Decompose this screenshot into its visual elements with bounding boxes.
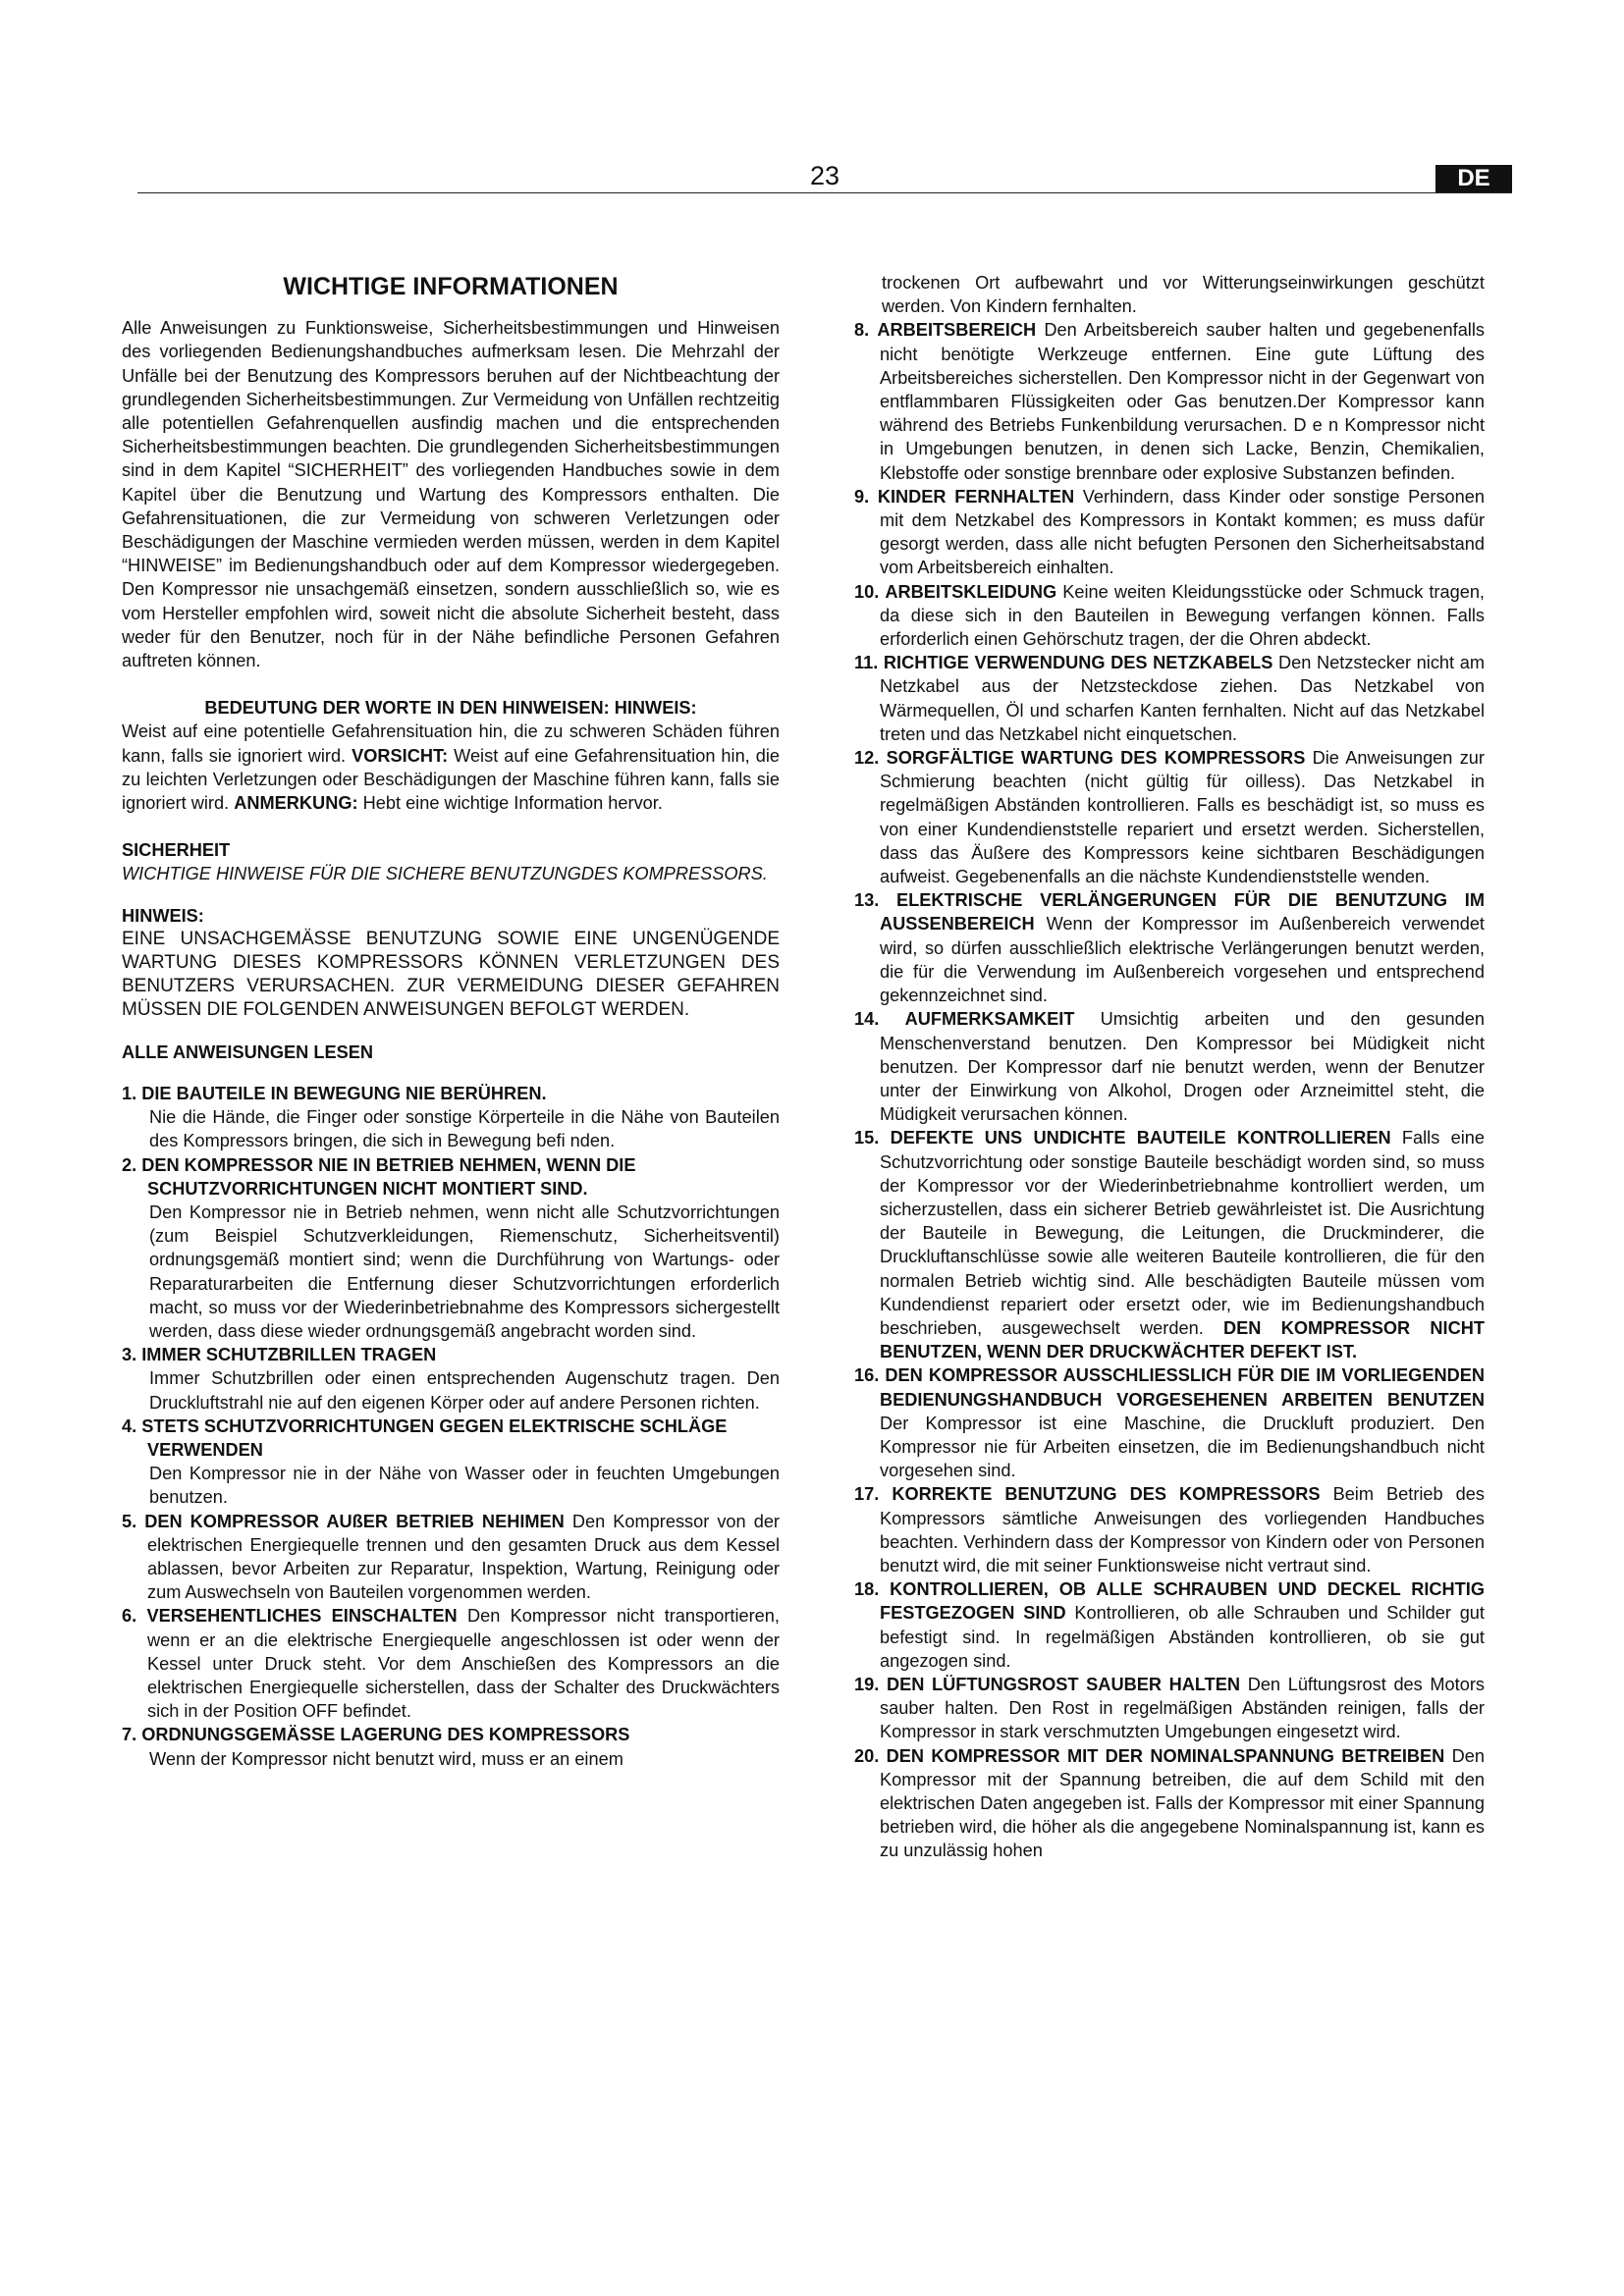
item-number: 9. — [854, 486, 870, 507]
item-text: Den Lüftungsrost des Motors sauber halten. Den Rost in regelmäßigen Abständen reinigen, falls der Kompressor in stark verschmutzten Umgebungen eingesetzt wird. — [880, 1674, 1485, 1742]
item-text: Umsichtig arbeiten und den gesunden Menschenverstand benutzen. Den Kompressor bei Müdigkeit nicht benutzen. Der Kompressor darf nie benutzt werden, wenn der Benutzer unter der Einwirkung von Alkohol, Drogen oder Arzneimittel steht, die Müdigkeit verursachen können. — [880, 1009, 1485, 1125]
instruction-list-left — [122, 1082, 780, 1771]
item-number: 5. — [122, 1511, 137, 1531]
list-item — [122, 1153, 780, 1201]
item-number: 8. — [854, 320, 870, 341]
list-item — [854, 888, 1485, 1007]
item-number: 2. — [122, 1154, 137, 1175]
item-heading: ARBEITSBEREICH — [877, 320, 1037, 341]
item-text: Nie die Hände, die Finger oder sonstige Körperteile in die Nähe von Bauteilen des Kompressors bringen, die sich in Bewegung befi nden. — [149, 1107, 780, 1151]
list-item — [854, 485, 1485, 580]
item-text: Keine weiten Kleidungsstücke oder Schmuck tragen, da diese sich in den Bauteilen in Bewegung verfangen können. Falls erforderlich einen Gehörschutz tragen, der die Ohren abdeckt. — [880, 581, 1485, 650]
list-item — [854, 1007, 1485, 1126]
item-number: 6. — [122, 1606, 137, 1627]
item-heading: ELEKTRISCHE VERLÄNGERUNGEN FÜR DIE BENUTZUNG IM AUSSENBEREICH — [880, 890, 1485, 934]
continuation-text: trockenen Ort aufbewahrt und vor Witterungseinwirkungen geschützt werden. Von Kindern fernhalten. — [882, 273, 1485, 317]
item-heading: VERSEHENTLICHES EINSCHALTEN — [146, 1606, 458, 1627]
meaning-paragraph — [122, 720, 780, 815]
item-text: Immer Schutzbrillen oder einen entsprechenden Augenschutz tragen. Den Druckluftstrahl nie auf den eigenen Körper oder auf andere Personen richten. — [149, 1368, 780, 1413]
hinweis-text: EINE UNSACHGEMÄSSE BENUTZUNG SOWIE EINE UNGENÜGENDE WARTUNG DIESES KOMPRESSORS KÖNNEN VERLETZUNGEN DES BENUTZERS VERURSACHEN. ZUR VERMEIDUNG DIESER GEFAHREN MÜSSEN DIE FOLGENDEN ANWEISUNGEN BEFOLGT WERDEN. — [122, 928, 780, 1021]
safety-heading: SICHERHEIT — [122, 840, 231, 861]
list-item — [854, 1744, 1485, 1863]
item-number: 20. — [854, 1745, 880, 1766]
item-text: Den Kompressor von der elektrischen Energiequelle trennen und den gesamten Druck aus dem Kessel ablassen, bevor Arbeiten zur Reparatur, Inspektion, Wartung, Reinigung oder zum Auswechseln von Bauteilen vorgenommen werden. — [147, 1511, 780, 1603]
item-number: 11. — [854, 653, 879, 673]
anmerkung-label: ANMERKUNG: — [234, 793, 358, 814]
item-heading: DEN KOMPRESSOR AUßER BETRIEB NEHIMEN — [144, 1511, 565, 1531]
item-warning: DEN KOMPRESSOR NICHT BENUTZEN, WENN DER DRUCKWÄCHTER DEFEKT IST. — [880, 1317, 1485, 1362]
list-item — [122, 1510, 780, 1605]
item-number: 13. — [854, 890, 880, 911]
item-heading: IMMER SCHUTZBRILLEN TRAGEN — [141, 1345, 437, 1365]
vorsicht-label: VORSICHT: — [352, 745, 449, 766]
list-item — [122, 1082, 780, 1105]
item-number: 17. — [854, 1484, 880, 1505]
item-number: 10. — [854, 581, 880, 602]
list-item — [854, 1673, 1485, 1744]
anmerkung-text: Hebt eine wichtige Information hervor. — [362, 793, 663, 814]
item-text: Den Kompressor mit der Spannung betreiben, die auf dem Schild mit den elektrischen Daten angegeben ist. Falls der Kompressor mit einer Spannung betrieben wird, die höher als die angegebene Nominalspannung ist, kann es zu unzulässig hohen — [880, 1745, 1485, 1861]
item-number: 1. — [122, 1083, 137, 1103]
item-text: Falls eine Schutzvorrichtung oder sonstige Bauteile beschädigt worden sind, so muss der Kompressor vor der Wiederinbetriebnahme kontrolliert werden, um sicherzustellen, dass ein sicherer Betrieb gewährleistet ist. Die Ausrichtung der Bauteile in Bewegung, die Leitungen, die Druckminderer, die Druckluftanschlüsse sowie alle weiteren Bauteile kontrollieren, die für den normalen Betrieb wichtig sind. Alle beschädigten Bauteile müssen vom Kundendienst repariert oder ersetzt oder, wie im Bedienungshandbuch beschrieben, ausgewechselt werden. — [880, 1128, 1486, 1338]
left-column — [122, 271, 780, 1771]
meaning-text-1: Weist auf eine potentielle Gefahrensituation hin, die zu schweren Schäden führen kann, falls sie ignoriert wird. — [122, 721, 780, 766]
page-header — [137, 157, 1512, 196]
item-heading: KORREKTE BENUTZUNG DES KOMPRESSORS — [892, 1484, 1321, 1505]
list-item — [122, 1343, 780, 1366]
intro-paragraph: Alle Anweisungen zu Funktionsweise, Sicherheitsbestimmungen und Hinweisen des vorliegenden Bedienungshandbuches aufmerksam lesen. Die Mehrzahl der Unfälle bei der Benutzung des Kompressors beruhen auf der Nichtbeachtung der grundlegenden Sicherheitsbestimmungen. Zur Vermeidung von Unfällen rechtzeitig alle potentiellen Gefahrenquellen ausfindig machen und die entsprechenden Sicherheitsbestimmungen beachten. Die grundlegenden Sicherheitsbestimmungen sind in dem Kapitel “SICHERHEIT” des vorliegenden Handbuches sowie in dem Kapitel über die Benutzung und Wartung des Kompressors enthalten. Die Gefahrensituationen, die zur Vermeidung von schweren Verletzungen oder Beschädigungen der Maschine vermieden werden müssen, werden in dem Kapitel “HINWEISE” im Bedienungshandbuch oder auf dem Kompressor wiedergegeben. Den Kompressor nie unsachgemäß einsetzen, sondern ausschließlich so, wie es vom Hersteller empfohlen wird, soweit nicht die absolute Sicherheit besteht, dass weder für den Benutzer, noch für in der Nähe befindliche Personen Gefahren auftreten können. — [122, 318, 780, 671]
item-heading: KINDER FERNHALTEN — [877, 486, 1075, 507]
item-number: 19. — [854, 1674, 880, 1694]
item-number: 18. — [854, 1579, 880, 1600]
item-number: 3. — [122, 1345, 137, 1365]
item-text: Den Arbeitsbereich sauber halten und gegebenenfalls nicht benötigte Werkzeuge entfernen. Eine gute Lüftung des Arbeitsbereiches sicherstellen. Den Kompressor nicht in der Gegenwart von entflammbaren Flüssigkeiten oder Gas benutzen.Der Kompressor kann während des Betriebs Funkenbildung verursachen. D e n Kompressor nicht in Umgebungen benutzen, in denen sich Lacke, Benzin, Chemikalien, Klebstoffe oder sonstige brennbare oder explosive Substanzen befinden. — [880, 320, 1485, 483]
item-text: Wenn der Kompressor im Außenbereich verwendet wird, so dürfen ausschließlich elektrische Verlängerungen benutzt werden, die für die Verwendung im Außenbereich vorgesehen und entsprechend gekennzeichnet sind. — [880, 914, 1485, 1006]
meaning-text-2: Weist auf eine Gefahrensituation hin, die zu leichten Verletzungen oder Beschädigungen der Maschine führen kann, falls sie ignoriert wird. — [122, 745, 780, 814]
header-rule — [137, 192, 1512, 193]
item-number: 7. — [122, 1725, 137, 1745]
item-text: Den Kompressor nie in der Nähe von Wasser oder in feuchten Umgebungen benutzen. — [149, 1464, 780, 1508]
meaning-heading: BEDEUTUNG DER WORTE IN DEN HINWEISEN: HINWEIS: — [204, 698, 697, 719]
list-item — [854, 746, 1485, 888]
item-heading: ORDNUNGSGEMÄSSE LAGERUNG DES KOMPRESSORS — [141, 1725, 630, 1745]
language-badge: DE — [1435, 165, 1512, 192]
list-item — [854, 580, 1485, 652]
list-item — [854, 1126, 1485, 1363]
item-text: Den Kompressor nicht transportieren, wenn er an die elektrische Energiequelle angeschlossen ist oder wenn der Kessel unter Druck steht. Vor dem Anschießen des Kompressors an die elektrischen Energiequelle sicherstellen, dass der Schalter des Druckwächters sich in der Position OFF befindet. — [147, 1606, 780, 1722]
section-title: WICHTIGE INFORMATIONEN — [283, 273, 619, 300]
item-number: 4. — [122, 1415, 137, 1436]
item-heading: DIE BAUTEILE IN BEWEGUNG NIE BERÜHREN. — [141, 1083, 547, 1103]
item-text: Die Anweisungen zur Schmierung beachten (nicht gültig für oilless). Das Netzkabel in regelmäßigen Abständen kontrollieren. Falls es beschädigt ist, so muss es von einer Kundendienststelle repariert und ersetzt werden. Sicherstellen, dass das Äußere des Kompressors keine sichtbaren Beschädigungen aufweist. Gegebenenfalls an die nächste Kundendienststelle wenden. — [880, 748, 1485, 887]
list-item — [122, 1415, 780, 1462]
item-heading: SORGFÄLTIGE WARTUNG DES KOMPRESSORS — [886, 748, 1306, 769]
item-heading: STETS SCHUTZVORRICHTUNGEN GEGEN ELEKTRISCHE SCHLÄGE VERWENDEN — [141, 1415, 728, 1460]
item-number: 16. — [854, 1365, 880, 1386]
item-text: Den Netzstecker nicht am Netzkabel aus der Netzsteckdose ziehen. Das Netzkabel von Wärmequellen, Öl und scharfen Kanten fernhalten. Nicht auf das Netzkabel treten und das Netzkabel nicht einquetschen. — [880, 653, 1485, 744]
item-text: Beim Betrieb des Kompressors sämtliche Anweisungen des vorliegenden Handbuches beachten. Verhindern dass der Kompressor von Kindern oder von Personen benutzt wird, die mit seiner Funktionsweise nicht vertraut sind. — [880, 1484, 1485, 1575]
safety-subheading: WICHTIGE HINWEISE FÜR DIE SICHERE BENUTZUNGDES KOMPRESSORS. — [122, 864, 768, 884]
list-item — [854, 318, 1485, 484]
item-heading: DEN KOMPRESSOR MIT DER NOMINALSPANNUNG BETREIBEN — [886, 1745, 1445, 1766]
item-text: Verhindern, dass Kinder oder sonstige Personen mit dem Netzkabel des Kompressors in Kontakt kommen; es muss dafür gesorgt werden, dass alle nicht befugten Personen den Sicherheitsabstand vom Arbeitsbereich einhalten. — [880, 486, 1486, 578]
item-heading: DEN LÜFTUNGSROST SAUBER HALTEN — [886, 1674, 1241, 1694]
right-column — [854, 271, 1485, 1863]
item-heading: AUFMERKSAMKEIT — [904, 1009, 1075, 1030]
item-heading: KONTROLLIEREN, OB ALLE SCHRAUBEN UND DECKEL RICHTIG FESTGEZOGEN SIND — [880, 1579, 1485, 1624]
list-item — [122, 1723, 780, 1746]
list-item — [122, 1604, 780, 1723]
hinweis-heading: HINWEIS: — [122, 905, 204, 926]
item-heading: DEN KOMPRESSOR AUSSCHLIESSLICH FÜR DIE IM VORLIEGENDEN BEDIENUNGSHANDBUCH VORGESEHENEN ARBEITEN BENUTZEN — [880, 1365, 1485, 1410]
read-all-heading: ALLE ANWEISUNGEN LESEN — [122, 1041, 373, 1062]
item-heading: DEFEKTE UNS UNDICHTE BAUTEILE KONTROLLIEREN — [890, 1128, 1391, 1148]
page-number: 23 — [809, 161, 840, 190]
item-heading: ARBEITSKLEIDUNG — [885, 581, 1057, 602]
list-item — [854, 1482, 1485, 1577]
item-number: 15. — [854, 1128, 880, 1148]
item-text: Den Kompressor nie in Betrieb nehmen, wenn nicht alle Schutzvorrichtungen (zum Beispiel Schutzverkleidungen, Riemenschutz, Sicherheitsventil) ordnungsgemäß montiert sind; wenn die Durchführung von Wartungs- oder Reparaturarbeiten die Entfernung dieser Schutzvorrichtungen erforderlich macht, so muss vor der Wiederinbetriebnahme des Kompressors sichergestellt werden, dass diese wieder ordnungsgemäß angebracht worden sind. — [149, 1201, 780, 1341]
list-item — [854, 1577, 1485, 1673]
item-number: 12. — [854, 748, 880, 769]
list-item — [854, 1363, 1485, 1482]
list-item — [854, 651, 1485, 746]
item-number: 14. — [854, 1009, 880, 1030]
item-heading: DEN KOMPRESSOR NIE IN BETRIEB NEHMEN, WENN DIE SCHUTZVORRICHTUNGEN NICHT MONTIERT SIND. — [141, 1154, 636, 1199]
item-text: Kontrollieren, ob alle Schrauben und Schilder gut befestigt sind. In regelmäßigen Abständen kontrollieren, ob sie gut angezogen sind. — [880, 1603, 1485, 1671]
item-text: Der Kompressor ist eine Maschine, die Druckluft produziert. Den Kompressor nie für Arbeiten einsetzen, die im Bedienungshandbuch nicht vorgesehen sind. — [880, 1413, 1485, 1481]
item-text: Wenn der Kompressor nicht benutzt wird, muss er an einem — [149, 1748, 623, 1769]
item-heading: RICHTIGE VERWENDUNG DES NETZKABELS — [883, 653, 1273, 673]
